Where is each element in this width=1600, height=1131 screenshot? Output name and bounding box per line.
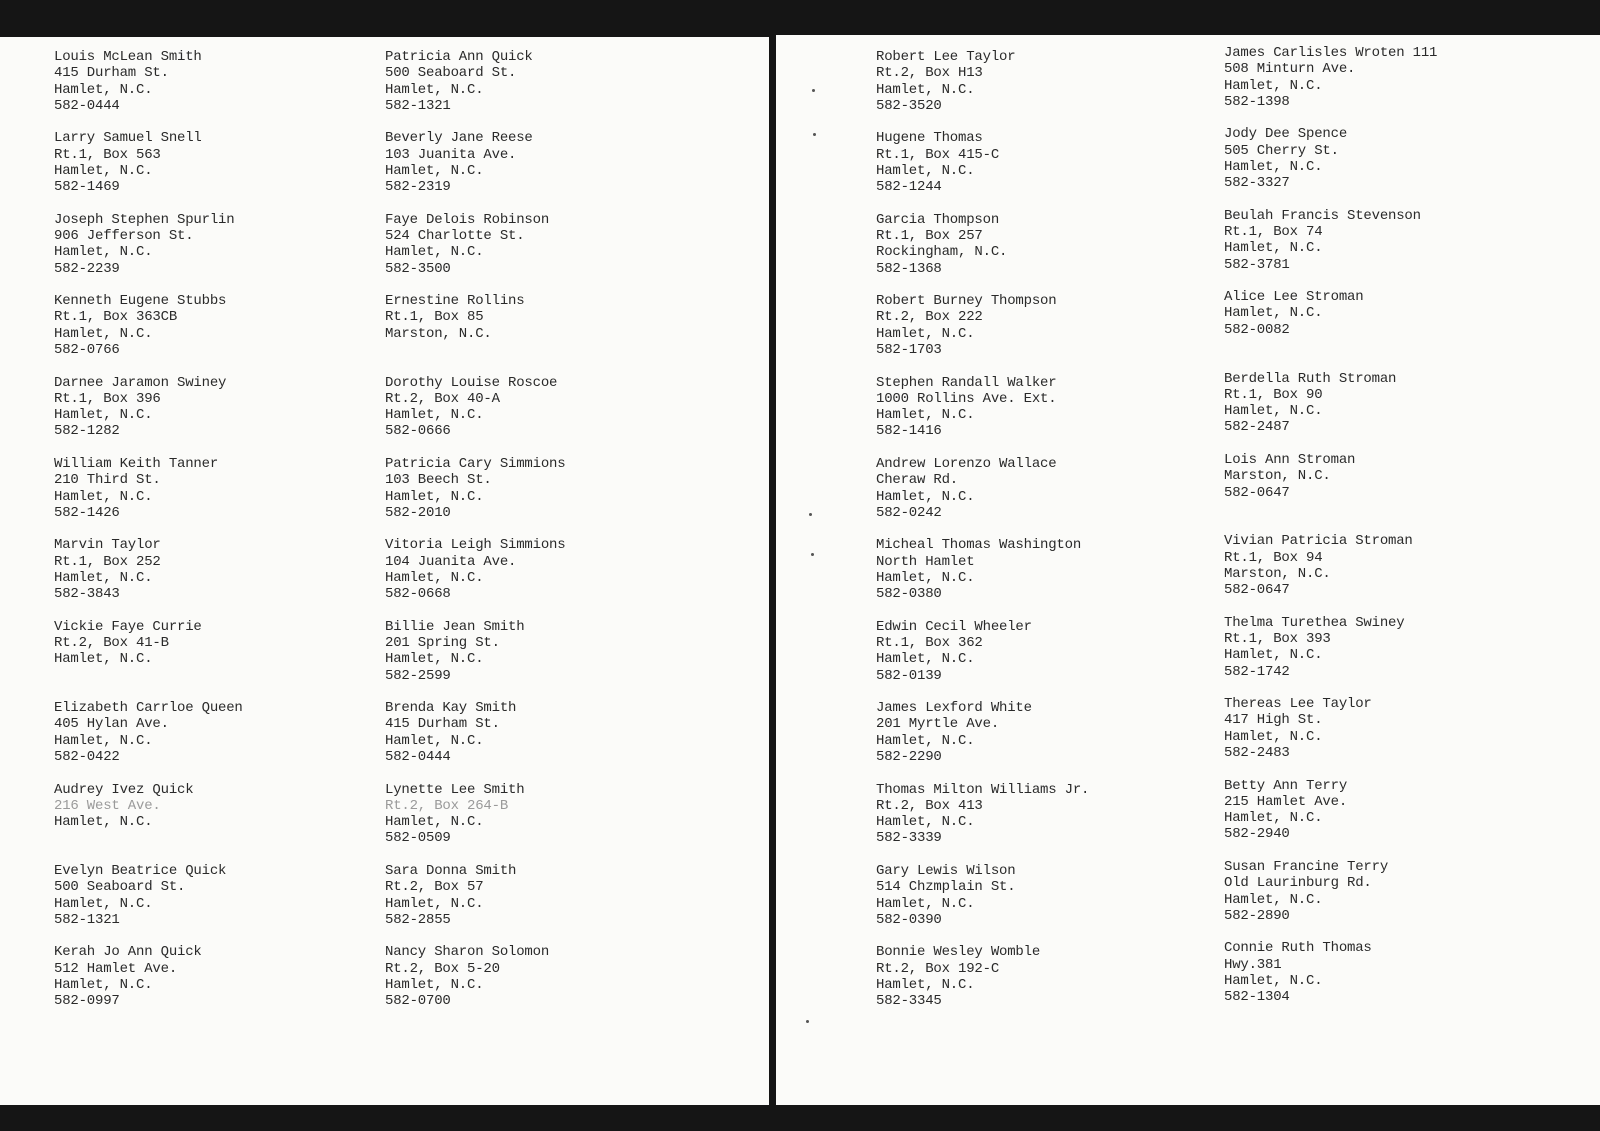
entry-city: Hamlet, N.C. bbox=[1224, 972, 1323, 989]
entry-phone: 582-3500 bbox=[385, 260, 451, 277]
entry-address-line: 415 Durham St. bbox=[385, 716, 500, 733]
entry-name: James Carlisles Wroten 111 bbox=[1224, 45, 1438, 61]
entry-address-line: 104 Juanita Ave. bbox=[385, 553, 517, 570]
entry-phone: 582-1304 bbox=[1224, 989, 1290, 1006]
entry-phone: 582-0390 bbox=[876, 911, 942, 928]
entry-name: Micheal Thomas Washington bbox=[876, 537, 1082, 554]
directory-entry bbox=[385, 537, 735, 618]
entry-address-line: Rt.1, Box 563 bbox=[54, 146, 161, 163]
entry-address-line: 201 Myrtle Ave. bbox=[876, 716, 1000, 733]
entry-phone: 582-2010 bbox=[385, 504, 451, 521]
entry-address-line: 215 Hamlet Ave. bbox=[1224, 793, 1348, 810]
entry-phone: 582-3843 bbox=[54, 586, 120, 603]
entry-address-line: 405 Hylan Ave. bbox=[54, 716, 169, 733]
entry-address-line: Rt.2, Box 264-B bbox=[385, 797, 509, 814]
entry-address-line: 508 Minturn Ave. bbox=[1224, 61, 1356, 78]
entry-name: Jody Dee Spence bbox=[1224, 126, 1348, 143]
directory-entry bbox=[1224, 45, 1574, 126]
directory-entry bbox=[385, 863, 735, 944]
directory-entry bbox=[1224, 859, 1574, 940]
entry-phone: 582-1742 bbox=[1224, 663, 1290, 680]
entry-phone: 582-3327 bbox=[1224, 175, 1290, 192]
entry-phone: 582-1416 bbox=[876, 423, 942, 440]
entry-address-line: Rt.2, Box 413 bbox=[876, 797, 983, 814]
entry-name: Evelyn Beatrice Quick bbox=[54, 862, 227, 879]
entry-city: Hamlet, N.C. bbox=[385, 162, 484, 179]
entry-city: Hamlet, N.C. bbox=[1224, 810, 1323, 827]
entry-address-line: Rt.1, Box 363CB bbox=[54, 309, 178, 326]
entry-city: Hamlet, N.C. bbox=[385, 895, 484, 912]
entry-city: Hamlet, N.C. bbox=[1224, 403, 1323, 420]
entry-address-line: 103 Juanita Ave. bbox=[385, 146, 517, 163]
entry-city: Hamlet, N.C. bbox=[876, 651, 975, 668]
entry-address-line: Rt.1, Box 362 bbox=[876, 635, 983, 652]
entry-name: Faye Delois Robinson bbox=[385, 211, 550, 228]
entry-phone: 582-1244 bbox=[876, 179, 942, 196]
paper-speck bbox=[811, 553, 814, 556]
entry-address-line: Rt.2, Box H13 bbox=[876, 65, 983, 82]
entry-phone: 582-2239 bbox=[54, 260, 120, 277]
entry-name: Thelma Turethea Swiney bbox=[1224, 614, 1405, 631]
entry-name: Kenneth Eugene Stubbs bbox=[54, 293, 227, 310]
directory-entry bbox=[876, 130, 1226, 211]
entry-city: Hamlet, N.C. bbox=[54, 325, 153, 342]
entry-phone: 582-0700 bbox=[385, 993, 451, 1010]
entry-city: Hamlet, N.C. bbox=[385, 81, 484, 98]
entry-phone: 582-2890 bbox=[1224, 907, 1290, 924]
entry-city: Hamlet, N.C. bbox=[1224, 647, 1323, 664]
entry-address-line: 417 High St. bbox=[1224, 712, 1323, 729]
directory-entry bbox=[385, 456, 735, 537]
entry-phone: 582-2290 bbox=[876, 749, 942, 766]
entry-name: Kerah Jo Ann Quick bbox=[54, 944, 202, 961]
entry-address-line: Rt.1, Box 74 bbox=[1224, 224, 1323, 241]
entry-name: Stephen Randall Walker bbox=[876, 374, 1057, 391]
entry-phone: 582-2855 bbox=[385, 911, 451, 928]
directory-entry bbox=[876, 212, 1226, 293]
entry-name: Berdella Ruth Stroman bbox=[1224, 370, 1397, 387]
entry-name: Audrey Ivez Quick bbox=[54, 781, 194, 798]
directory-entry bbox=[54, 130, 404, 211]
entry-city: Hamlet, N.C. bbox=[54, 407, 153, 424]
entry-phone: 582-0242 bbox=[876, 504, 942, 521]
directory-column-3 bbox=[876, 49, 1226, 1026]
directory-entry bbox=[1224, 289, 1574, 370]
entry-city: Hamlet, N.C. bbox=[1224, 728, 1323, 745]
entry-phone: 582-1368 bbox=[876, 260, 942, 277]
directory-entry bbox=[1224, 615, 1574, 696]
entry-city: Hamlet, N.C. bbox=[385, 651, 484, 668]
entry-phone: 582-0666 bbox=[385, 423, 451, 440]
entry-city: Hamlet, N.C. bbox=[876, 488, 975, 505]
entry-name: Betty Ann Terry bbox=[1224, 777, 1348, 794]
entry-address-line: Hwy.381 bbox=[1224, 956, 1282, 973]
entry-city: Hamlet, N.C. bbox=[1224, 305, 1323, 322]
entry-name: Brenda Kay Smith bbox=[385, 700, 517, 717]
entry-name: Gary Lewis Wilson bbox=[876, 862, 1016, 879]
entry-name: Robert Lee Taylor bbox=[876, 49, 1016, 65]
entry-city: Hamlet, N.C. bbox=[385, 569, 484, 586]
entry-address-line: Rt.1, Box 257 bbox=[876, 228, 983, 245]
entry-name: Garcia Thompson bbox=[876, 211, 1000, 228]
entry-phone: 582-0766 bbox=[54, 342, 120, 359]
directory-entry bbox=[385, 700, 735, 781]
directory-entry bbox=[876, 375, 1226, 456]
entry-address-line: 500 Seaboard St. bbox=[54, 879, 186, 896]
entry-name: Vivian Patricia Stroman bbox=[1224, 533, 1413, 550]
entry-phone: 582-0509 bbox=[385, 830, 451, 847]
directory-entry bbox=[1224, 371, 1574, 452]
entry-address-line: Rt.1, Box 393 bbox=[1224, 631, 1331, 648]
entry-name: Lynette Lee Smith bbox=[385, 781, 525, 798]
paper-speck bbox=[806, 1020, 809, 1023]
entry-city: Hamlet, N.C. bbox=[54, 488, 153, 505]
entry-name: Edwin Cecil Wheeler bbox=[876, 618, 1032, 635]
directory-entry bbox=[876, 537, 1226, 618]
entry-phone: 582-2319 bbox=[385, 179, 451, 196]
entry-address-line: Rt.1, Box 94 bbox=[1224, 549, 1323, 566]
entry-phone: 582-0647 bbox=[1224, 582, 1290, 599]
entry-phone: 582-3339 bbox=[876, 830, 942, 847]
entry-name: Louis McLean Smith bbox=[54, 49, 202, 65]
entry-name: Patricia Cary Simmions bbox=[385, 455, 566, 472]
entry-city: Hamlet, N.C. bbox=[54, 162, 153, 179]
entry-city: Hamlet, N.C. bbox=[54, 976, 153, 993]
entry-name: Beverly Jane Reese bbox=[385, 130, 533, 147]
entry-name: Marvin Taylor bbox=[54, 537, 161, 554]
directory-entry bbox=[54, 944, 404, 1025]
entry-address-line: Rt.2, Box 192-C bbox=[876, 960, 1000, 977]
directory-entry bbox=[1224, 533, 1574, 614]
entry-address-line: 210 Third St. bbox=[54, 472, 161, 489]
entry-phone: 582-0380 bbox=[876, 586, 942, 603]
entry-city: Hamlet, N.C. bbox=[876, 407, 975, 424]
directory-column-2 bbox=[385, 49, 735, 1026]
entry-phone: 582-0444 bbox=[385, 749, 451, 766]
entry-phone: 582-0139 bbox=[876, 667, 942, 684]
directory-entry bbox=[876, 700, 1226, 781]
entry-address-line: Old Laurinburg Rd. bbox=[1224, 875, 1372, 892]
entry-city: Hamlet, N.C. bbox=[54, 244, 153, 261]
entry-city: Hamlet, N.C. bbox=[54, 81, 153, 98]
entry-city: Hamlet, N.C. bbox=[876, 976, 975, 993]
entry-city: Hamlet, N.C. bbox=[54, 732, 153, 749]
directory-column-1 bbox=[54, 49, 404, 1026]
entry-phone: 582-0422 bbox=[54, 749, 120, 766]
directory-entry bbox=[54, 49, 404, 130]
entry-address-line: Rt.2, Box 5-20 bbox=[385, 960, 500, 977]
entry-city: Hamlet, N.C. bbox=[876, 81, 975, 98]
directory-entry bbox=[876, 782, 1226, 863]
entry-address-line: 524 Charlotte St. bbox=[385, 228, 525, 245]
entry-phone: 582-1321 bbox=[54, 911, 120, 928]
directory-entry bbox=[876, 456, 1226, 537]
entry-address-line: 1000 Rollins Ave. Ext. bbox=[876, 390, 1057, 407]
directory-entry bbox=[54, 782, 404, 863]
entry-name: Dorothy Louise Roscoe bbox=[385, 374, 558, 391]
entry-address-line: 500 Seaboard St. bbox=[385, 65, 517, 82]
entry-name: Andrew Lorenzo Wallace bbox=[876, 455, 1057, 472]
directory-entry bbox=[1224, 452, 1574, 533]
entry-name: Bonnie Wesley Womble bbox=[876, 944, 1041, 961]
entry-address-line: 906 Jefferson St. bbox=[54, 228, 194, 245]
directory-entry bbox=[54, 375, 404, 456]
entry-phone: 582-3781 bbox=[1224, 256, 1290, 273]
entry-name: Ernestine Rollins bbox=[385, 293, 525, 310]
entry-phone: 582-1426 bbox=[54, 504, 120, 521]
paper-speck bbox=[809, 513, 812, 516]
entry-phone: 582-2599 bbox=[385, 667, 451, 684]
entry-city: Hamlet, N.C. bbox=[876, 814, 975, 831]
directory-entry bbox=[876, 49, 1226, 130]
entry-city: Hamlet, N.C. bbox=[876, 569, 975, 586]
directory-entry bbox=[385, 782, 735, 863]
directory-column-4 bbox=[1224, 45, 1574, 1022]
entry-name: Connie Ruth Thomas bbox=[1224, 940, 1372, 957]
entry-address-line: 103 Beech St. bbox=[385, 472, 492, 489]
entry-address-line: Rt.2, Box 222 bbox=[876, 309, 983, 326]
entry-city: Hamlet, N.C. bbox=[876, 732, 975, 749]
entry-name: Vitoria Leigh Simmions bbox=[385, 537, 566, 554]
entry-name: Larry Samuel Snell bbox=[54, 130, 202, 147]
entry-phone: 582-0997 bbox=[54, 993, 120, 1010]
entry-city: Hamlet, N.C. bbox=[54, 651, 153, 668]
directory-entry bbox=[876, 619, 1226, 700]
entry-address-line: Rt.1, Box 396 bbox=[54, 390, 161, 407]
entry-name: Hugene Thomas bbox=[876, 130, 983, 147]
entry-name: Susan Francine Terry bbox=[1224, 858, 1389, 875]
entry-city: Hamlet, N.C. bbox=[1224, 77, 1323, 94]
directory-entry bbox=[876, 863, 1226, 944]
directory-entry bbox=[54, 619, 404, 700]
entry-phone: 582-0668 bbox=[385, 586, 451, 603]
entry-phone: 582-0444 bbox=[54, 97, 120, 114]
entry-city: Hamlet, N.C. bbox=[1224, 158, 1323, 175]
entry-name: Sara Donna Smith bbox=[385, 862, 517, 879]
entry-city: Hamlet, N.C. bbox=[1224, 891, 1323, 908]
entry-city: Hamlet, N.C. bbox=[385, 488, 484, 505]
entry-name: Joseph Stephen Spurlin bbox=[54, 211, 235, 228]
entry-name: Beulah Francis Stevenson bbox=[1224, 207, 1421, 224]
directory-entry bbox=[54, 863, 404, 944]
entry-phone: 582-2483 bbox=[1224, 745, 1290, 762]
directory-entry bbox=[385, 49, 735, 130]
directory-entry bbox=[876, 293, 1226, 374]
right-page bbox=[776, 35, 1600, 1105]
entry-city: Hamlet, N.C. bbox=[876, 895, 975, 912]
entry-address-line: Cheraw Rd. bbox=[876, 472, 959, 489]
entry-name: Nancy Sharon Solomon bbox=[385, 944, 550, 961]
entry-address-line: 201 Spring St. bbox=[385, 635, 500, 652]
entry-phone: 582-2487 bbox=[1224, 419, 1290, 436]
entry-phone: 582-1398 bbox=[1224, 93, 1290, 110]
entry-phone: 582-3345 bbox=[876, 993, 942, 1010]
entry-name: Elizabeth Carrloe Queen bbox=[54, 700, 243, 717]
directory-entry bbox=[1224, 208, 1574, 289]
directory-entry bbox=[385, 212, 735, 293]
entry-name: William Keith Tanner bbox=[54, 455, 219, 472]
entry-city: Hamlet, N.C. bbox=[385, 407, 484, 424]
entry-phone: 582-1703 bbox=[876, 342, 942, 359]
entry-address-line: Rt.1, Box 90 bbox=[1224, 386, 1323, 403]
entry-name: Alice Lee Stroman bbox=[1224, 289, 1364, 306]
entry-city: Rockingham, N.C. bbox=[876, 244, 1008, 261]
entry-address-line: Rt.1, Box 415-C bbox=[876, 146, 1000, 163]
entry-name: James Lexford White bbox=[876, 700, 1032, 717]
left-page bbox=[0, 37, 769, 1105]
directory-entry bbox=[1224, 778, 1574, 859]
entry-phone: 582-3520 bbox=[876, 97, 942, 114]
entry-address-line: Rt.1, Box 252 bbox=[54, 553, 161, 570]
entry-city: Hamlet, N.C. bbox=[54, 569, 153, 586]
entry-city: Hamlet, N.C. bbox=[385, 732, 484, 749]
entry-city: Hamlet, N.C. bbox=[385, 244, 484, 261]
entry-name: Robert Burney Thompson bbox=[876, 293, 1057, 310]
entry-city: Marston, N.C. bbox=[385, 325, 492, 342]
entry-name: Billie Jean Smith bbox=[385, 618, 525, 635]
entry-address-line: Rt.1, Box 85 bbox=[385, 309, 484, 326]
entry-city: Hamlet, N.C. bbox=[54, 814, 153, 831]
directory-entry bbox=[385, 944, 735, 1025]
paper-speck bbox=[812, 89, 815, 92]
directory-entry bbox=[54, 700, 404, 781]
entry-name: Vickie Faye Currie bbox=[54, 618, 202, 635]
entry-phone: 582-1321 bbox=[385, 97, 451, 114]
directory-entry bbox=[54, 537, 404, 618]
entry-city: Marston, N.C. bbox=[1224, 468, 1331, 485]
directory-entry bbox=[1224, 940, 1574, 1021]
entry-city: Hamlet, N.C. bbox=[1224, 240, 1323, 257]
entry-address-line: 415 Durham St. bbox=[54, 65, 169, 82]
paper-speck bbox=[813, 133, 816, 136]
entry-city: Hamlet, N.C. bbox=[54, 895, 153, 912]
entry-phone: 582-2940 bbox=[1224, 826, 1290, 843]
entry-address-line: Rt.2, Box 41-B bbox=[54, 635, 169, 652]
entry-name: Patricia Ann Quick bbox=[385, 49, 533, 65]
entry-city: Marston, N.C. bbox=[1224, 565, 1331, 582]
entry-phone: 582-0082 bbox=[1224, 321, 1290, 338]
directory-entry bbox=[1224, 696, 1574, 777]
directory-entry bbox=[876, 944, 1226, 1025]
directory-entry bbox=[1224, 126, 1574, 207]
entry-address-line: Rt.2, Box 40-A bbox=[385, 390, 500, 407]
directory-entry bbox=[54, 293, 404, 374]
entry-name: Lois Ann Stroman bbox=[1224, 451, 1356, 468]
directory-entry bbox=[385, 619, 735, 700]
directory-entry bbox=[54, 212, 404, 293]
entry-phone: 582-0647 bbox=[1224, 484, 1290, 501]
entry-address-line: 505 Cherry St. bbox=[1224, 142, 1339, 159]
entry-name: Thereas Lee Taylor bbox=[1224, 696, 1372, 713]
entry-name: Thomas Milton Williams Jr. bbox=[876, 781, 1090, 798]
entry-address-line: 216 West Ave. bbox=[54, 797, 161, 814]
entry-city: Hamlet, N.C. bbox=[876, 325, 975, 342]
entry-address-line: 514 Chzmplain St. bbox=[876, 879, 1016, 896]
directory-entry bbox=[385, 130, 735, 211]
entry-city: Hamlet, N.C. bbox=[385, 814, 484, 831]
directory-entry bbox=[385, 375, 735, 456]
entry-phone: 582-1282 bbox=[54, 423, 120, 440]
entry-address-line: Rt.2, Box 57 bbox=[385, 879, 484, 896]
entry-address-line: North Hamlet bbox=[876, 553, 975, 570]
directory-entry bbox=[54, 456, 404, 537]
entry-name: Darnee Jaramon Swiney bbox=[54, 374, 227, 391]
directory-entry bbox=[385, 293, 735, 374]
entry-city: Hamlet, N.C. bbox=[385, 976, 484, 993]
entry-city: Hamlet, N.C. bbox=[876, 162, 975, 179]
entry-phone: 582-1469 bbox=[54, 179, 120, 196]
entry-address-line: 512 Hamlet Ave. bbox=[54, 960, 178, 977]
